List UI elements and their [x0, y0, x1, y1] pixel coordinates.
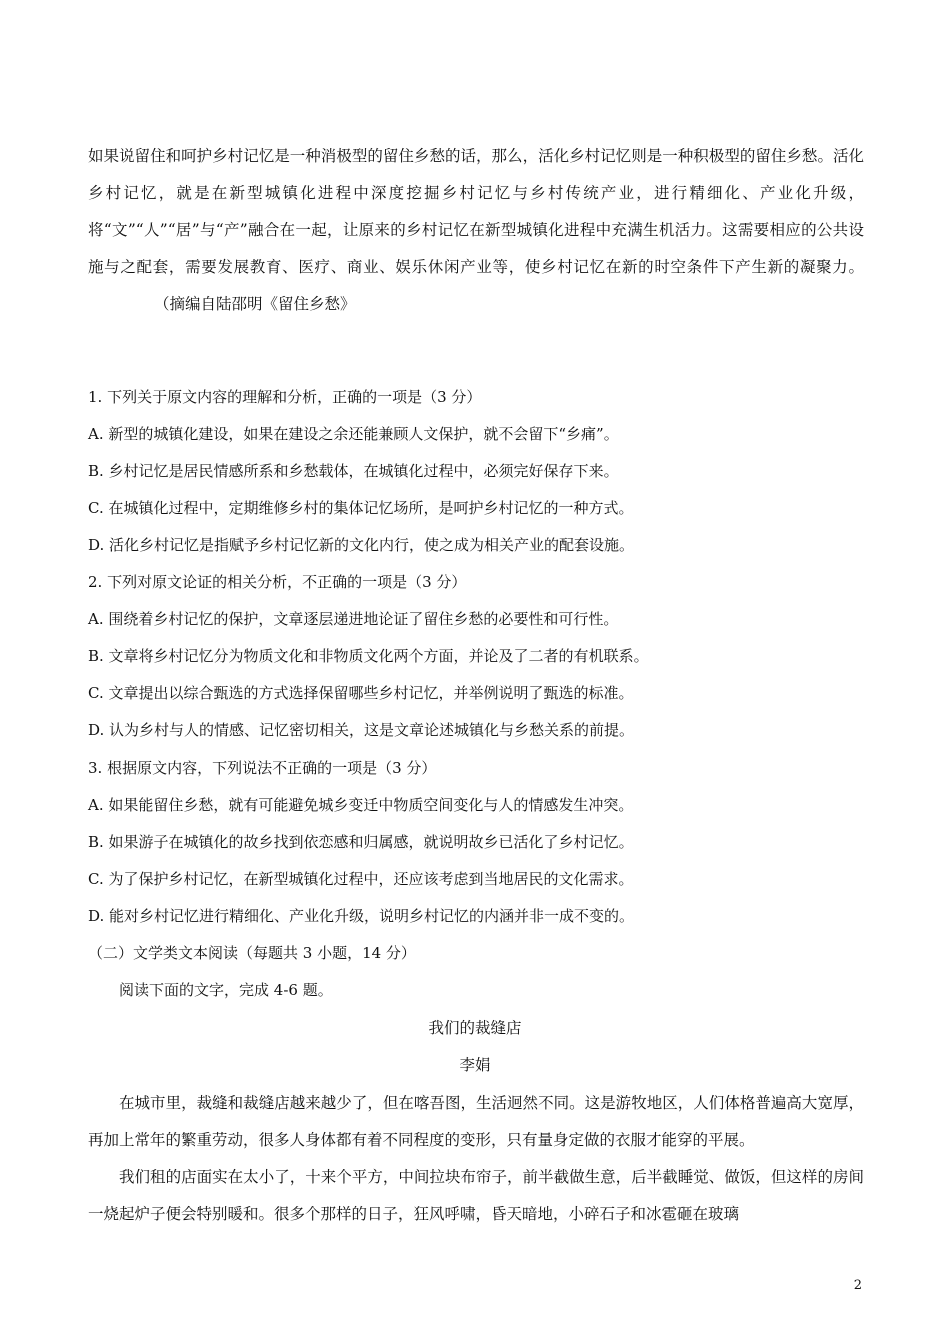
story-paragraph-1: 在城市里，裁缝和裁缝店越来越少了，但在喀吾图，生活迥然不同。这是游牧地区，人们体格普遍高大宽厚，再加上常年的繁重劳动，很多人身体都有着不同程度的变形，只有量身定做的衣服才能穿的平展。	[88, 1094, 864, 1149]
question-3-option-b: B. 如果游子在城镇化的故乡找到依恋感和归属感，就说明故乡已活化了乡村记忆。	[88, 833, 634, 851]
question-2-option-a: A. 围绕着乡村记忆的保护，文章逐层递进地论证了留住乡愁的必要性和可行性。	[88, 610, 619, 628]
question-3-option-a: A. 如果能留住乡愁，就有可能避免城乡变迁中物质空间变化与人的情感发生冲突。	[88, 796, 634, 814]
question-1-option-b: B. 乡村记忆是居民情感所系和乡愁载体，在城镇化过程中，必须完好保存下来。	[88, 462, 619, 480]
question-2-option-b: B. 文章将乡村记忆分为物质文化和非物质文化两个方面，并论及了二者的有机联系。	[88, 647, 649, 665]
question-3-option-c: C. 为了保护乡村记忆，在新型城镇化过程中，还应该考虑到当地居民的文化需求。	[88, 870, 634, 888]
passage-paragraph: 如果说留住和呵护乡村记忆是一种消极型的留住乡愁的话，那么，活化乡村记忆则是一种积极型的留住乡愁。活化乡村记忆，就是在新型城镇化进程中深度挖掘乡村记忆与乡村传统产业，进行精细化、产业化升级，将“文”“人”“居”与“产”融合在一起，让原来的乡村记忆在新型城镇化进程中充满生机活力。这需要相应的公共设施与之配套，需要发展教育、医疗、商业、娱乐休闲产业等，使乡村记忆在新的时空条件下产生新的凝聚力。（摘编自陆邵明《留住乡愁》	[88, 147, 864, 313]
section-instruction: 阅读下面的文字，完成 4-6 题。	[119, 981, 333, 999]
story-paragraph-2: 我们租的店面实在太小了，十来个平方，中间拉块布帘子，前半截做生意，后半截睡觉、做饭，但这样的房间一烧起炉子便会特别暖和。很多个那样的日子，狂风呼啸，昏天暗地，小碎石子和冰雹砸在玻璃	[88, 1168, 864, 1223]
question-2-option-c: C. 文章提出以综合甄选的方式选择保留哪些乡村记忆，并举例说明了甄选的标准。	[88, 684, 634, 702]
question-2-option-d: D. 认为乡村与人的情感、记忆密切相关，这是文章论述城镇化与乡愁关系的前提。	[88, 721, 635, 739]
question-3-stem: 3. 根据原文内容，下列说法不正确的一项是（3 分）	[88, 759, 437, 777]
question-3-option-d: D. 能对乡村记忆进行精细化、产业化升级，说明乡村记忆的内涵并非一成不变的。	[88, 907, 635, 925]
question-1-option-c: C. 在城镇化过程中，定期维修乡村的集体记忆场所，是呵护乡村记忆的一种方式。	[88, 499, 634, 517]
page-number: 2	[853, 1278, 862, 1293]
question-1-stem: 1. 下列关于原文内容的理解和分析，正确的一项是（3 分）	[88, 388, 482, 406]
question-1-option-d: D. 活化乡村记忆是指赋予乡村记忆新的文化内行，使之成为相关产业的配套设施。	[88, 536, 635, 554]
section-heading: （二）文学类文本阅读（每题共 3 小题，14 分）	[88, 944, 416, 962]
story-title: 我们的裁缝店	[428, 1019, 522, 1037]
question-1-option-a: A. 新型的城镇化建设，如果在建设之余还能兼顾人文保护，就不会留下“乡痛”。	[88, 425, 619, 443]
passage-source: （摘编自陆邵明《留住乡愁》	[154, 295, 356, 313]
question-2-stem: 2. 下列对原文论证的相关分析，不正确的一项是（3 分）	[88, 573, 467, 591]
story-author: 李娟	[459, 1056, 491, 1074]
